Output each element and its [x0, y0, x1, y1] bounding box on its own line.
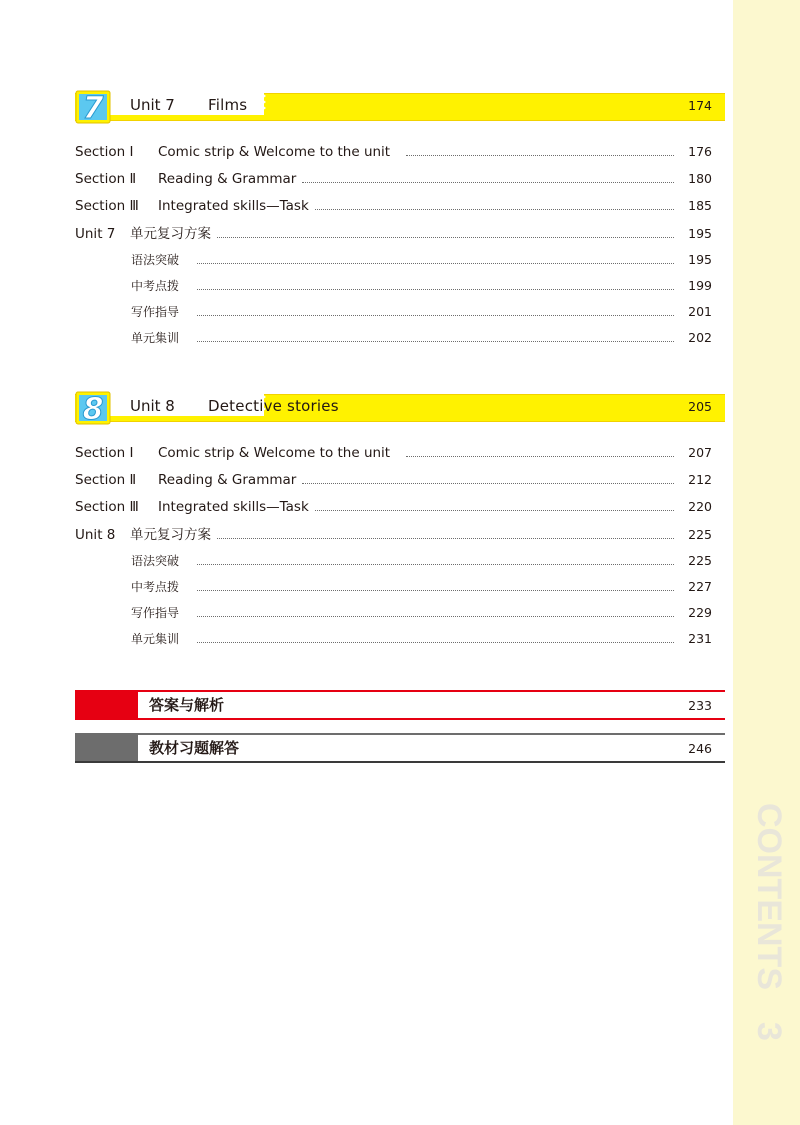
toc-subrow[interactable]: [131, 276, 712, 296]
leader-dots: [197, 564, 674, 565]
subitem-title: 单元集训: [131, 331, 180, 345]
leader-dots: [197, 616, 674, 617]
leader-dots: [315, 510, 674, 511]
subitem-title: 写作指导: [131, 305, 180, 319]
unit-7-notch: [256, 90, 270, 115]
textbook-answers-bottom-rule: [75, 761, 725, 763]
answers-top-rule: [138, 690, 725, 692]
subitem-page: 202: [688, 330, 712, 345]
textbook-answers-title: 教材习题解答: [149, 739, 240, 757]
toc-row[interactable]: [75, 497, 712, 517]
leader-dots: [406, 155, 674, 156]
answers-title: 答案与解析: [149, 696, 225, 714]
toc-row[interactable]: [75, 470, 712, 490]
toc-row[interactable]: [75, 224, 712, 244]
leader-dots: [197, 315, 674, 316]
review-page: 225: [688, 527, 712, 542]
subitem-title: 单元集训: [131, 632, 180, 646]
svg-text:8: 8: [82, 392, 104, 425]
section-page: 212: [688, 472, 712, 487]
unit-7-block: [75, 90, 725, 345]
subitem-page: 225: [688, 553, 712, 568]
subitem-title: 中考点拨: [131, 580, 180, 594]
review-title: 单元复习方案: [130, 527, 211, 543]
review-title: 单元复习方案: [130, 226, 211, 242]
review-prefix: Unit 7: [75, 226, 116, 242]
section-title: Comic strip & Welcome to the unit: [158, 445, 391, 461]
toc-subrow[interactable]: [131, 577, 712, 597]
unit-7-page: 174: [688, 98, 712, 113]
leader-dots: [302, 182, 674, 183]
toc-row[interactable]: [75, 196, 712, 216]
toc-subrow[interactable]: [131, 250, 712, 270]
toc-subrow[interactable]: [131, 328, 712, 348]
leader-dots: [217, 237, 674, 238]
textbook-answers-entry[interactable]: [75, 733, 725, 763]
subitem-page: 229: [688, 605, 712, 620]
side-contents-text: CONTENTS: [750, 803, 788, 990]
section-prefix: Section Ⅱ: [75, 171, 137, 187]
toc-row[interactable]: [75, 443, 712, 463]
section-title: Integrated skills—Task: [158, 499, 309, 515]
leader-dots: [406, 456, 674, 457]
leader-dots: [197, 289, 674, 290]
toc-row[interactable]: [75, 169, 712, 189]
review-page: 195: [688, 226, 712, 241]
toc-subrow[interactable]: [131, 629, 712, 649]
unit-8-page: 205: [688, 399, 712, 414]
leader-dots: [197, 642, 674, 643]
number-7-badge-icon: [75, 90, 111, 124]
leader-dots: [197, 263, 674, 264]
textbook-answers-top-rule: [138, 733, 725, 735]
leader-dots: [197, 341, 674, 342]
subitem-title: 语法突破: [131, 554, 180, 568]
subitem-title: 写作指导: [131, 606, 180, 620]
section-page: 180: [688, 171, 712, 186]
unit-8-title: Detective stories: [208, 397, 339, 415]
textbook-answers-color-block: [75, 733, 138, 763]
subitem-page: 231: [688, 631, 712, 646]
toc-row[interactable]: [75, 142, 712, 162]
number-8-badge-icon: [75, 391, 111, 425]
side-contents-label: [733, 800, 800, 1060]
unit-7-title: Films: [208, 96, 248, 114]
section-page: 207: [688, 445, 712, 460]
section-prefix: Section Ⅱ: [75, 472, 137, 488]
toc-subrow[interactable]: [131, 302, 712, 322]
leader-dots: [217, 538, 674, 539]
section-page: 220: [688, 499, 712, 514]
svg-text:7: 7: [82, 91, 104, 124]
section-title: Integrated skills—Task: [158, 198, 309, 214]
section-prefix: Section Ⅰ: [75, 445, 134, 461]
toc-subrow[interactable]: [131, 551, 712, 571]
section-title: Comic strip & Welcome to the unit: [158, 144, 391, 160]
section-page: 176: [688, 144, 712, 159]
toc-row[interactable]: [75, 525, 712, 545]
answers-entry[interactable]: [75, 690, 725, 720]
section-prefix: Section Ⅰ: [75, 144, 134, 160]
unit-8-block: [75, 391, 725, 646]
subitem-title: 中考点拨: [131, 279, 180, 293]
side-page-number: 3: [750, 1022, 788, 1041]
leader-dots: [315, 209, 674, 210]
unit-7-number: Unit 7: [130, 96, 175, 114]
subitem-page: 201: [688, 304, 712, 319]
section-title: Reading & Grammar: [158, 171, 297, 187]
subitem-page: 195: [688, 252, 712, 267]
textbook-answers-page: 246: [688, 741, 712, 756]
section-prefix: Section Ⅲ: [75, 499, 139, 515]
unit-8-header[interactable]: [75, 391, 725, 425]
subitem-page: 227: [688, 579, 712, 594]
section-page: 185: [688, 198, 712, 213]
unit-8-number: Unit 8: [130, 397, 175, 415]
section-prefix: Section Ⅲ: [75, 198, 139, 214]
answers-page: 233: [688, 698, 712, 713]
answers-color-block: [75, 690, 138, 720]
subitem-title: 语法突破: [131, 253, 180, 267]
leader-dots: [302, 483, 674, 484]
leader-dots: [197, 590, 674, 591]
subitem-page: 199: [688, 278, 712, 293]
unit-7-header[interactable]: [75, 90, 725, 124]
answers-bottom-rule: [75, 718, 725, 720]
toc-subrow[interactable]: [131, 603, 712, 623]
section-title: Reading & Grammar: [158, 472, 297, 488]
review-prefix: Unit 8: [75, 527, 116, 543]
side-strip: [733, 0, 800, 1125]
